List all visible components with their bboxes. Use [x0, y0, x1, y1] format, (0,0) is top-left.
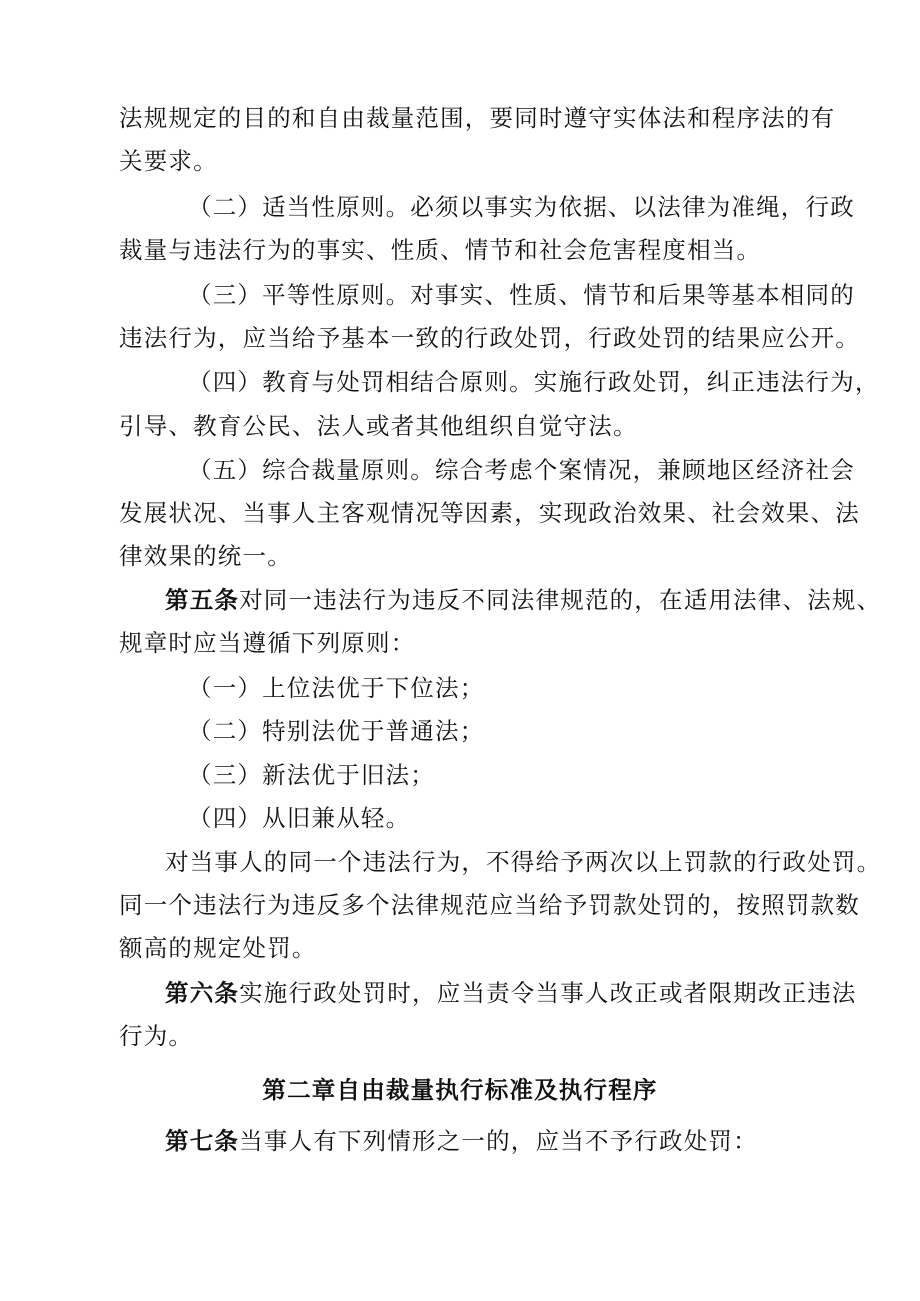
text-line: （四）教育与处罚相结合原则。实施行政处罚，纠正违法行为， [188, 368, 880, 396]
text-line: 对当事人的同一个违法行为，不得给予两次以上罚款的行政处罚。 [165, 848, 882, 876]
text-line: （五）综合裁量原则。综合考虑个案情况，兼顾地区经济社会 [188, 456, 855, 484]
article-7-label: 第七条 [165, 1127, 240, 1155]
text-line: 律效果的统一。 [119, 542, 292, 570]
article-6-line [165, 978, 865, 1008]
article-5-label: 第五条 [165, 586, 240, 614]
list-item: （一）上位法优于下位法； [188, 674, 485, 702]
text-line: 规章时应当遵循下列原则： [119, 629, 416, 657]
article-7-line [165, 1126, 865, 1156]
article-5-text: 对同一违法行为违反不同法律规范的，在适用法律、法规、 [239, 586, 882, 614]
article-6-label: 第六条 [165, 979, 240, 1007]
text-line: 违法行为，应当给予基本一致的行政处罚，行政处罚的结果应公开。 [119, 324, 860, 352]
text-line: 额高的规定处罚。 [119, 934, 317, 962]
text-line: 同一个违法行为违反多个法律规范应当给予罚款处罚的，按照罚款数 [119, 891, 860, 919]
article-5-line [165, 585, 882, 615]
list-item: （三）新法优于旧法； [188, 761, 435, 789]
article-7-text: 当事人有下列情形之一的，应当不予行政处罚： [239, 1127, 758, 1155]
text-line: 关要求。 [119, 147, 218, 175]
text-line: （三）平等性原则。对事实、性质、情节和后果等基本相同的 [188, 281, 855, 309]
article-6-text: 实施行政处罚时，应当责令当事人改正或者限期改正违法 [239, 979, 857, 1007]
text-line: （二）适当性原则。必须以事实为依据、以法律为准绳，行政 [188, 193, 855, 221]
list-item: （四）从旧兼从轻。 [188, 804, 411, 832]
chapter-heading: 第二章自由裁量执行标准及执行程序 [262, 1076, 658, 1104]
list-item: （二）特别法优于普通法； [188, 717, 485, 745]
text-line: 法规规定的目的和自由裁量范围，要同时遵守实体法和程序法的有 [119, 104, 836, 132]
text-line: 裁量与违法行为的事实、性质、情节和社会危害程度相当。 [119, 236, 762, 264]
text-line: 行为。 [119, 1022, 194, 1050]
text-line: 引导、教育公民、法人或者其他组织自觉守法。 [119, 412, 638, 440]
text-line: 发展状况、当事人主客观情况等因素，实现政治效果、社会效果、法 [119, 499, 860, 527]
